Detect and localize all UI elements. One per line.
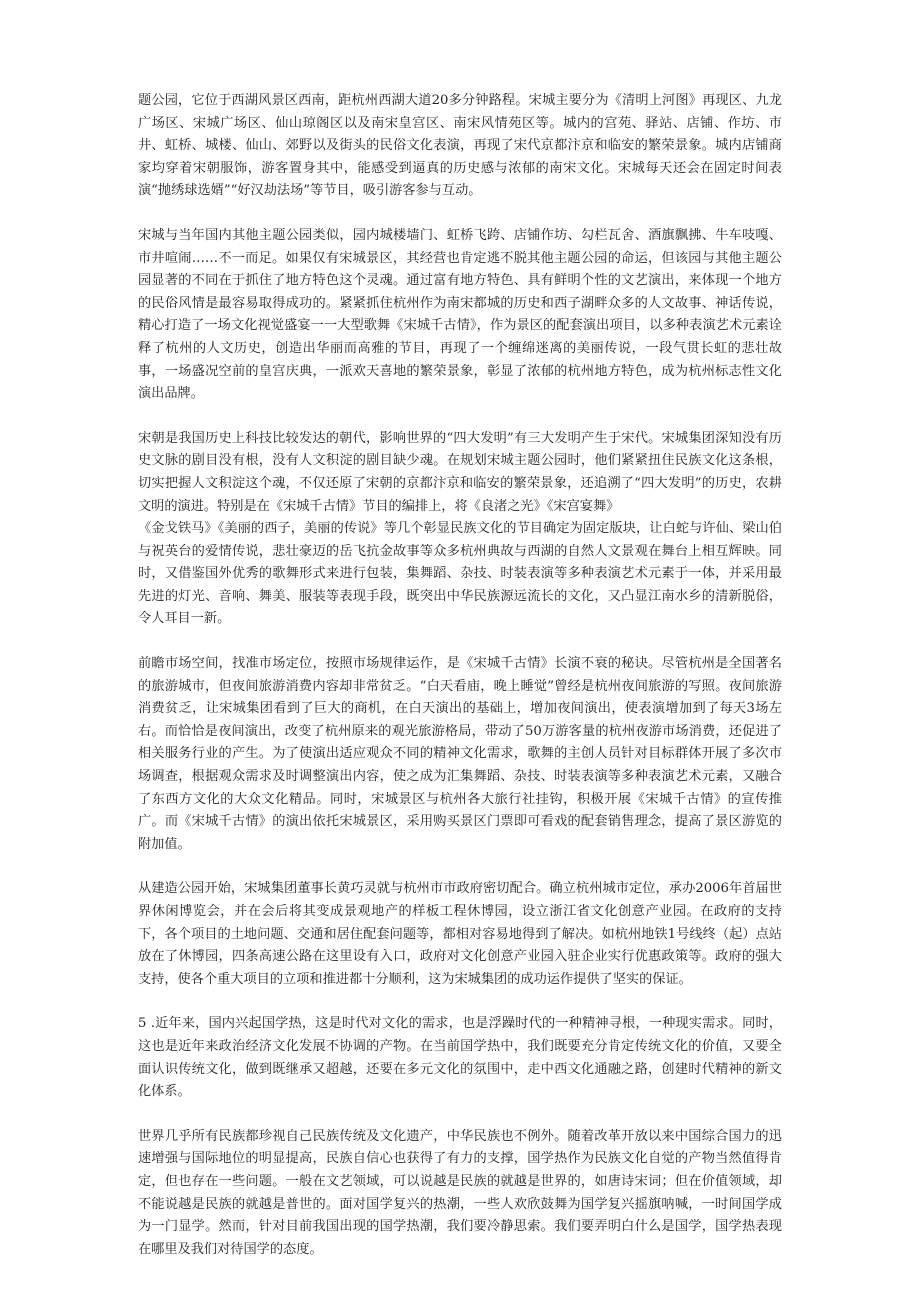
- paragraph-government-support: 从建造公园开始，宋城集团董事长黄巧灵就与杭州市市政府密切配合。确立杭州城市定位，承办2006年首届世界休闲博览会，并在会后将其变成景观地产的样板工程休博园，设立浙江省文化创意产业园。在政府的支持下，各个项目的土地问题、交通和居住配套问题等，都相对容易地得到了解决。如杭州地铁1号线终（起）点站放在了休博园，四条高速公路在这里设有入口，政府对文化创意产业园入驻企业实行优惠政策等。政府的强大支持，使各个重大项目的立项和推进都十分顺利，这为宋城集团的成功运作提供了坚实的保证。: [138, 881, 782, 987]
- paragraph-local-features: 宋城与当年国内其他主题公园类似，园内城楼墙门、虹桥飞跨、店铺作坊、勾栏瓦舍、酒旗飘拂、牛车吱嘎、市井喧闹……不一而足。如果仅有宋城景区，其经营也肯定逃不脱其他主题公园的命运，但该园与其他主题公园显著的不同在于抓住了地方特色这个灵魂。通过富有地方特色、具有鲜明个性的文艺演出，来体现一个地方的民俗风情是最容易取得成功的。紧紧抓住杭州作为南宋都城的历史和西子湖畔众多的人文故事、神话传说，精心打造了一场文化视觉盛宴一一大型歌舞《宋城千古情》，作为景区的配套演出项目，以多种表演艺术元素诠释了杭州的人文历史，创造出华丽而高雅的节目，再现了一个缠绵迷离的美丽传说，一段气贯长虹的悲壮故事，一场盛况空前的皇宫庆典，一派欢天喜地的繁荣景象，彰显了浓郁的杭州地方特色，成为杭州标志性文化演出品牌。: [138, 227, 782, 402]
- paragraph-national-culture: 宋朝是我国历史上科技比较发达的朝代，影响世界的“四大发明”有三大发明产生于宋代。宋城集团深知没有历史文脉的剧目没有根，没有人文积淀的剧目缺少魂。在规划宋城主题公园时，他们紧紧扭住民族文化这条根，切实把握人文积淀这个魂，不仅还原了宋朝的京都汴京和临安的繁荣景象，还追溯了“四大发明”的历史，农耕文明的演进。特别是在《宋城千古情》节目的编排上，将《良渚之光》《宋宫宴舞》: [138, 430, 782, 514]
- paragraph-program-blocks: 《金戈铁马》《美丽的西子，美丽的传说》等几个彰显民族文化的节目确定为固定版块，让白蛇与许仙、梁山伯与祝英台的爱情传说，悲壮豪迈的岳飞抗金故事等众多杭州典故与西湖的自然人文景观在舞台上相互辉映。同时，又借鉴国外优秀的歌舞形式来进行包装，集舞蹈、杂技、时装表演等多种表演艺术元素于一体，并采用最先进的灯光、音响、舞美、服装等表现手段，既突出中华民族源远流长的文化，又凸显江南水乡的清新脱俗，令人耳目一新。: [138, 521, 782, 627]
- paragraph-songcheng-intro: 题公园，它位于西湖风景区西南，距杭州西湖大道20多分钟路程。宋城主要分为《清明上河图》再现区、九龙广场区、宋城广场区、仙山琼阁区以及南宋皇宫区、南宋风情苑区等。城内的宫苑、驿站、店铺、作坊、市井、虹桥、城楼、仙山、郊野以及街头的民俗文化表演，再现了宋代京都汴京和临安的繁荣景象。城内店铺商家均穿着宋朝服饰，游客置身其中，能感受到逼真的历史感与浓郁的南宋文化。宋城每天还会在固定时间表演“抛绣球选婿”“好汉劫法场”等节目，吸引游客参与互动。: [138, 93, 782, 199]
- paragraph-market-positioning: 前瞻市场空间，找准市场定位，按照市场规律运作，是《宋城千古情》长演不衰的秘诀。尽管杭州是全国著名的旅游城市，但夜间旅游消费内容却非常贫乏。“白天看庙，晚上睡觉”曾经是杭州夜间旅游的写照。夜间旅游消费贫乏，让宋城集团看到了巨大的商机，在白天演出的基础上，增加夜间演出，使表演增加到了每天3场左右。而恰恰是夜间演出，改变了杭州原来的观光旅游格局，带动了50万游客量的杭州夜游市场消费，还促进了相关服务行业的产生。为了使演出适应观众不同的精神文化需求，歌舞的主创人员针对目标群体开展了多次市场调查，根据观众需求及时调整演出内容，使之成为汇集舞蹈、杂技、时装表演等多种表演艺术元素，又融合了东西方文化的大众文化精品。同时，宋城景区与杭州各大旅行社挂钩，积极开展《宋城千古情》的宣传推广。而《宋城千古情》的演出依托宋城景区，采用购买景区门票即可看戏的配套销售理念，提高了景区游览的附加值。: [138, 656, 782, 852]
- paragraph-guoxue-fever: 5 .近年来，国内兴起国学热，这是时代对文化的需求，也是浮躁时代的一种精神寻根，一种现实需求。同时，这也是近年来政治经济文化发展不协调的产物。在当前国学热中，我们既要充分肯定传统文化的价值，又要全面认识传统文化，做到既继承又超越，还要在多元文化的氛围中，走中西文化通融之路，创建时代精神的新文化体系。: [138, 1016, 782, 1100]
- paragraph-national-heritage: 世界几乎所有民族都珍视自己民族传统及文化遗产，中华民族也不例外。随着改革开放以来中国综合国力的迅速增强与国际地位的明显提高，民族自信心也获得了有力的支撑，国学热作为民族文化自觉的产物当然值得肯定，但也存在一些问题。一般在文艺领域，可以说越是民族的就越是世界的，如唐诗宋词；但在价值领域，却不能说越是民族的就越是普世的。面对国学复兴的热潮，一些人欢欣鼓舞为国学复兴摇旗呐喊，一时间国学成为一门显学。然而，针对目前我国出现的国学热潮，我们要冷静思索。我们要弄明白什么是国学，国学热表现在哪里及我们对待国学的态度。: [138, 1128, 782, 1257]
- document-body: [138, 90, 782, 1283]
